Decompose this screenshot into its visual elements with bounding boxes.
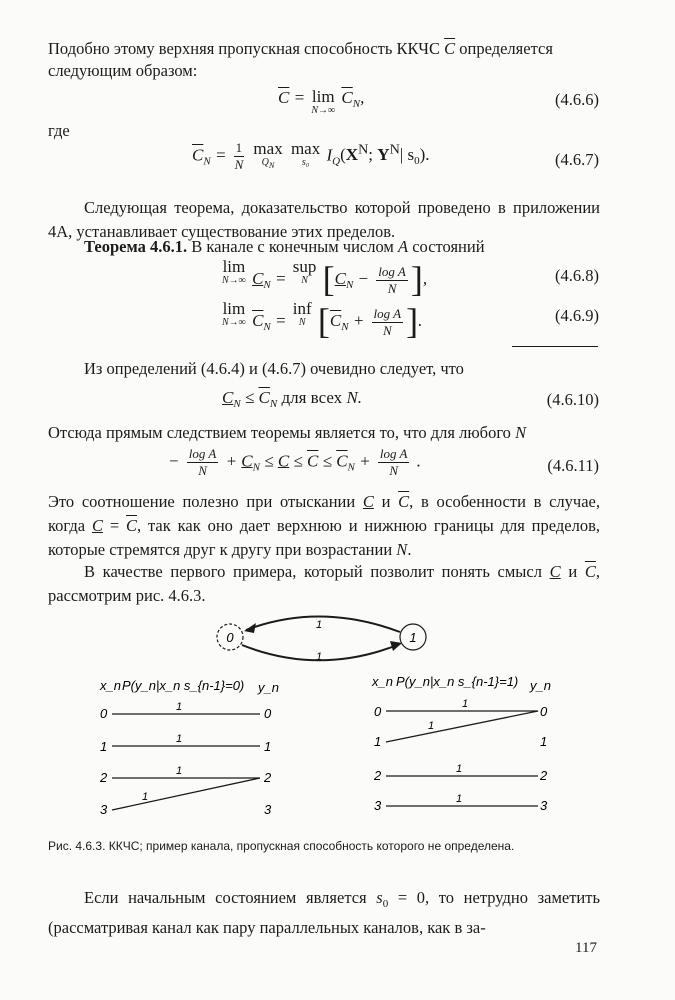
right-output-2: 2 [540,768,548,783]
figure-caption: Рис. 4.6.3. ККЧС; пример канала, пропускная способность которого не определена. [48,839,515,853]
right-header-p: P(y_n|x_n s_{n-1}=1) [396,674,519,689]
state-diagram [217,616,426,663]
eqno-4-6-9: (4.6.9) [555,306,599,325]
right-prob-2: 1 [456,763,463,775]
corollary-line: Отсюда прямым следствием теоремы является то, что для любого N [48,423,527,442]
transition-1-to-0 [246,616,400,632]
equation-4-6-10: $C_N \le \overline{C}_N$ для всех N. [222,388,363,410]
right-input-1: 1 [374,734,382,749]
equation-4-6-7: $\overline{C}_N$ = $\frac{1}{N}$ max $Q_N$ max s₀ $I_Q(X^N$; $Y^N|$ $s_0$). [192,139,430,172]
intro-line-1: Подобно этому верхняя пропускная способность ККЧС $\overline{C}$ определяется [48,39,553,58]
theorem-statement: Теорема 4.6.1. В канале с конечным числом A состояний [84,237,485,256]
figure-4-6-3 [0,610,675,840]
right-output-3: 3 [540,798,548,813]
bottom-paragraph: Если начальным состоянием является $s_0 = 0$, то нетрудно заметить (рассматривая канал как пару параллельных каналов, как в за- [48,888,600,937]
state-1-label: 1 [409,630,417,645]
equation-4-6-6: $\overline{C}$ = lim N→∞ $\overline{C}_N$, [278,87,365,116]
right-input-2: 2 [374,768,382,783]
right-header-y: y_n [530,678,551,693]
eqno-4-6-11: (4.6.11) [547,456,599,475]
right-prob-1: 1 [428,720,435,732]
arrowhead-to-0 [244,623,256,633]
page-number: 117 [575,940,597,956]
left-prob-0: 1 [176,701,183,713]
left-header-p: P(y_n|x_n s_{n-1}=0) [122,678,245,693]
arc-label-bottom: 1 [316,651,323,663]
intro-line-2: следующим образом: [48,61,198,80]
right-channel [371,674,551,813]
right-edge-1-0 [386,711,538,742]
equation-4-6-11: − $\frac{\text{log A}}{N}$ + $C_N \le C \le \overline{C} \le \overline{C}_N$ + $\frac{\text{log A}}{N}$ . [168,446,421,478]
left-output-0: 0 [264,706,272,721]
left-channel [99,678,279,817]
example-paragraph: В качестве первого примера, который позволит понять смысл C и $\overline{C}$, рассмотрим рис. 4.6.3. [48,562,600,605]
usefulness-paragraph: Это соотношение полезно при отыскании C и $\overline{C}$, в особенности в случае, когда $C = \overline{C}$, так как оно дает верхнюю и нижнюю границы для пределов, которые стремятся друг к другу при возрастании N. [48,492,600,559]
arrowhead-to-1 [390,641,402,651]
right-input-0: 0 [374,704,382,719]
theorem-intro: Следующая теорема, доказательство которой проведено в приложении 4А, устанавливает существование этих пределов. [48,198,600,241]
left-prob-1: 1 [176,733,183,745]
equation-4-6-8: lim N→∞ $C_N$ = sup N [$C_N$ − $\frac{\text{log A}}{N}$ ], [222,257,428,299]
right-output-0: 0 [540,704,548,719]
eqno-4-6-6: (4.6.6) [555,90,599,109]
left-prob-3: 1 [142,791,149,803]
state-0-label: 0 [226,630,234,645]
left-output-1: 1 [264,739,272,754]
eqno-4-6-10: (4.6.10) [546,390,599,409]
from-definitions: Из определений (4.6.4) и (4.6.7) очевидно следует, что [84,359,464,378]
right-input-3: 3 [374,798,382,813]
left-output-3: 3 [264,802,272,817]
left-input-3: 3 [100,802,108,817]
left-input-2: 2 [100,770,108,785]
equation-4-6-9: lim N→∞ $\overline{C}_N$ = inf N [$\overline{C}_N$ + $\frac{\text{log A}}{N}$ ]. [222,299,423,341]
eqno-4-6-8: (4.6.8) [555,266,599,285]
left-prob-2: 1 [176,765,183,777]
right-prob-0: 1 [462,698,469,710]
left-header-x: x_n [100,678,121,693]
right-header-x: x_n [372,674,393,689]
left-input-0: 0 [100,706,108,721]
eqno-4-6-7: (4.6.7) [555,150,599,169]
right-output-1: 1 [540,734,548,749]
arc-label-top: 1 [316,619,323,631]
left-header-y: y_n [258,680,279,695]
left-output-2: 2 [264,770,272,785]
proof-end-rule [512,346,598,347]
where-label: где [48,121,70,140]
right-prob-3: 1 [456,793,463,805]
left-input-1: 1 [100,739,108,754]
left-edge-3-2 [112,778,260,810]
